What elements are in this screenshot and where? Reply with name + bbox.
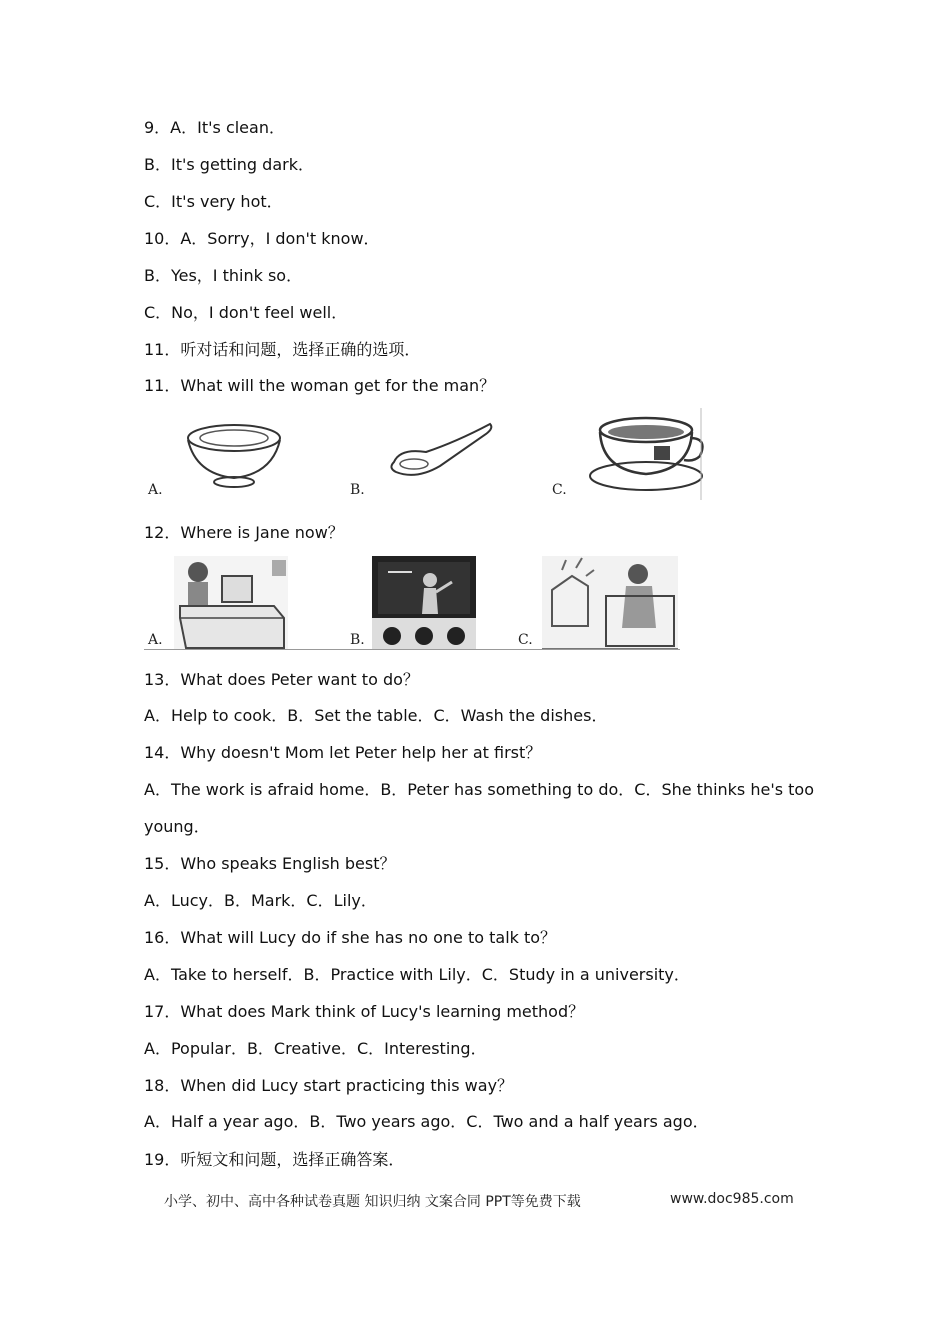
line-q14-options-cont: young． [144,817,210,836]
line-q9b: B．It's getting dark． [144,155,314,174]
q12-label-a: A. [148,632,163,648]
line-q9: 9．A．It's clean． [144,118,285,137]
q11-label-c: C. [552,482,567,498]
section-11-heading: 11．听对话和问题，选择正确的选项． [144,340,421,359]
line-q11: 11．What will the woman get for the man？ [144,376,496,395]
line-q10: 10．A．Sorry，I don't know． [144,229,380,248]
q11-picture-row [144,408,704,502]
line-q18-options: A．Half a year ago．B．Two years ago．C．Two and a half years ago． [144,1112,709,1131]
line-q16-options: A．Take to herself．B．Practice with Lily．C．Study in a university． [144,965,690,984]
line-q15-options: A．Lucy．B．Mark．C．Lily． [144,891,377,910]
line-q12: 12．Where is Jane now？ [144,523,344,542]
line-q14-options: A．The work is afraid home．B．Peter has something to do．C．She thinks he's too [144,780,815,799]
q11-label-b: B. [350,482,365,498]
line-q13-options: A．Help to cook．B．Set the table．C．Wash the dishes． [144,706,608,725]
line-q17: 17．What does Mark think of Lucy's learning method？ [144,1002,585,1021]
line-q14: 14．Why doesn't Mom let Peter help her at first？ [144,743,542,762]
line-q18: 18．When did Lucy start practicing this way？ [144,1076,514,1095]
living-room-icon [542,556,678,650]
office-desk-icon [174,556,288,650]
line-q17-options: A．Popular．B．Creative．C．Interesting． [144,1039,487,1058]
footer-text: 小学、初中、高中各种试卷真题 知识归纳 文案合同 PPT等免费下载 [164,1194,581,1210]
q11-label-a: A. [148,482,163,498]
line-q9c: C．It's very hot． [144,192,283,211]
line-q16: 16．What will Lucy do if she has no one to talk to？ [144,928,557,947]
line-q10b: B．Yes，I think so． [144,266,303,285]
teacup-icon [584,408,704,500]
classroom-icon [372,556,476,650]
section-19-heading: 19．听短文和问题，选择正确答案． [144,1150,405,1169]
spoon-icon [386,418,496,478]
line-q15: 15．Who speaks English best？ [144,854,396,873]
line-q13: 13．What does Peter want to do？ [144,670,419,689]
q12-label-c: C. [518,632,533,648]
q12-baseline [144,649,680,650]
q12-picture-row [144,556,680,652]
line-q10c: C．No，I don't feel well． [144,303,348,322]
bowl-icon [184,418,284,488]
q12-label-b: B. [350,632,365,648]
footer-url[interactable]: www.doc985.com [670,1191,794,1207]
